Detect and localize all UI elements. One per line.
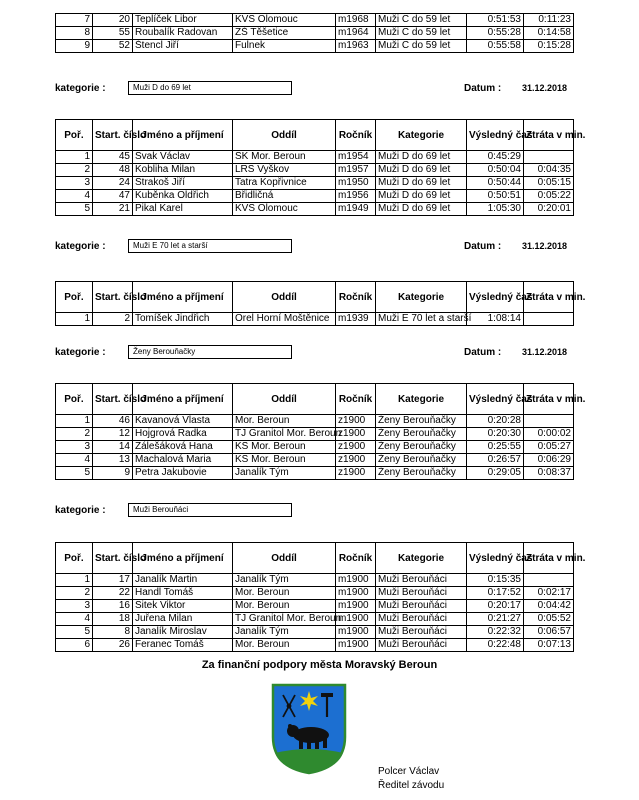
club-cell: Janalík Tým: [233, 467, 336, 480]
start-number-cell: 9: [93, 467, 133, 480]
start-number-cell: 24: [93, 177, 133, 190]
start-number-cell: 52: [93, 40, 133, 53]
year-cell: m1968: [336, 14, 376, 27]
loss-cell: 0:11:23: [524, 14, 574, 27]
table-row: [56, 40, 574, 53]
rank-cell: 4: [56, 454, 93, 467]
header-start: Start. číslo: [93, 120, 133, 151]
time-cell: 0:50:51: [467, 190, 524, 203]
year-cell: z1900: [336, 441, 376, 454]
loss-cell: [524, 313, 574, 326]
club-cell: Mor. Beroun: [233, 639, 336, 652]
year-cell: m1964: [336, 27, 376, 40]
table-row: [56, 626, 574, 639]
name-cell: Teplíček Libor: [133, 14, 233, 27]
header-por: Poř.: [56, 120, 93, 151]
loss-cell: 0:04:42: [524, 600, 574, 613]
time-cell: 0:20:28: [467, 415, 524, 428]
category-cell: Muži Berouňáci: [376, 587, 467, 600]
header-category: Kategorie: [376, 384, 467, 415]
category-cell: Ženy Berouňačky: [376, 428, 467, 441]
header-por: Poř.: [56, 282, 93, 313]
signature-title: Ředitel závodu: [378, 780, 445, 791]
year-cell: z1900: [336, 467, 376, 480]
name-cell: Kuběnka Oldřich: [133, 190, 233, 203]
rank-cell: 5: [56, 626, 93, 639]
loss-cell: 0:05:22: [524, 190, 574, 203]
name-cell: Pikal Karel: [133, 203, 233, 216]
category-label: kategorie :: [55, 241, 106, 252]
name-cell: Kavanová Vlasta: [133, 415, 233, 428]
club-cell: KVS Olomouc: [233, 14, 336, 27]
time-cell: 0:45:29: [467, 151, 524, 164]
year-cell: m1963: [336, 40, 376, 53]
loss-cell: 0:05:27: [524, 441, 574, 454]
category-cell: Muži Berouňáci: [376, 626, 467, 639]
club-cell: TJ Granitol Mor. Beroun: [233, 613, 336, 626]
table-row: [56, 574, 574, 587]
name-cell: Machalová Maria: [133, 454, 233, 467]
table-row: [56, 415, 574, 428]
category-cell: Muži D do 69 let: [376, 151, 467, 164]
category-row-women: [55, 345, 575, 359]
start-number-cell: 17: [93, 574, 133, 587]
category-field: Muži D do 69 let: [128, 81, 292, 95]
time-cell: 0:55:58: [467, 40, 524, 53]
loss-cell: 0:04:35: [524, 164, 574, 177]
time-cell: 0:17:52: [467, 587, 524, 600]
year-cell: m1900: [336, 574, 376, 587]
year-cell: m1900: [336, 587, 376, 600]
start-number-cell: 55: [93, 27, 133, 40]
time-cell: 0:20:30: [467, 428, 524, 441]
year-cell: m1954: [336, 151, 376, 164]
time-cell: 0:29:05: [467, 467, 524, 480]
results-table-men-d: [55, 119, 586, 216]
year-cell: m1900: [336, 639, 376, 652]
time-cell: 1:05:30: [467, 203, 524, 216]
category-field: Muži E 70 let a starší: [128, 239, 292, 253]
start-number-cell: 22: [93, 587, 133, 600]
name-cell: Zálešáková Hana: [133, 441, 233, 454]
name-cell: Sitek Viktor: [133, 600, 233, 613]
header-name: Jméno a příjmení: [133, 384, 233, 415]
loss-cell: [524, 574, 574, 587]
date-value: 31.12.2018: [522, 83, 568, 93]
loss-cell: 0:14:58: [524, 27, 574, 40]
name-cell: Handl Tomáš: [133, 587, 233, 600]
loss-cell: 0:20:01: [524, 203, 574, 216]
category-cell: Muži C do 59 let: [376, 27, 467, 40]
loss-cell: 0:05:15: [524, 177, 574, 190]
loss-cell: 0:06:57: [524, 626, 574, 639]
date-value: 31.12.2018: [522, 347, 568, 357]
signature-name: Polcer Václav: [378, 766, 440, 777]
rank-cell: 8: [56, 27, 93, 40]
time-cell: 1:08:14: [467, 313, 524, 326]
header-club: Oddíl: [233, 543, 336, 574]
time-cell: 0:26:57: [467, 454, 524, 467]
year-cell: z1900: [336, 415, 376, 428]
header-year: Ročník: [336, 120, 376, 151]
club-cell: Orel Horní Moštěnice: [233, 313, 336, 326]
year-cell: m1900: [336, 600, 376, 613]
rank-cell: 1: [56, 574, 93, 587]
support-text: Za finanční podpory města Moravský Beroun: [201, 659, 438, 671]
category-row-men-d: [55, 81, 575, 95]
loss-cell: 0:08:37: [524, 467, 574, 480]
date-label: Datum :: [464, 241, 502, 252]
table-row: [56, 587, 574, 600]
rank-cell: 1: [56, 415, 93, 428]
header-time: Výsledný čas: [467, 543, 524, 574]
header-start: Start. číslo: [93, 282, 133, 313]
name-cell: Petra Jakubovie: [133, 467, 233, 480]
club-cell: Břidličná: [233, 190, 336, 203]
header-club: Oddíl: [233, 120, 336, 151]
loss-cell: 0:15:28: [524, 40, 574, 53]
table-row: [56, 428, 574, 441]
name-cell: Hojgrová Radka: [133, 428, 233, 441]
table-row: [56, 27, 574, 40]
date-value: 31.12.2018: [522, 241, 568, 251]
table-header: [56, 282, 574, 313]
rank-cell: 2: [56, 164, 93, 177]
start-number-cell: 20: [93, 14, 133, 27]
category-cell: Muži E 70 let a starší: [376, 313, 467, 326]
time-cell: 0:51:53: [467, 14, 524, 27]
rank-cell: 5: [56, 467, 93, 480]
category-row-men-local: [55, 503, 575, 517]
rank-cell: 2: [56, 587, 93, 600]
start-number-cell: 18: [93, 613, 133, 626]
rank-cell: 9: [56, 40, 93, 53]
time-cell: 0:20:17: [467, 600, 524, 613]
category-cell: Muži Berouňáci: [376, 600, 467, 613]
start-number-cell: 48: [93, 164, 133, 177]
time-cell: 0:22:48: [467, 639, 524, 652]
table-row: [56, 14, 574, 27]
rank-cell: 1: [56, 151, 93, 164]
club-cell: Mor. Beroun: [233, 415, 336, 428]
header-year: Ročník: [336, 543, 376, 574]
town-coat-of-arms: [271, 683, 347, 775]
club-cell: Mor. Beroun: [233, 587, 336, 600]
category-field: Muži Berouňáci: [128, 503, 292, 517]
time-cell: 0:50:44: [467, 177, 524, 190]
category-label: kategorie :: [55, 505, 106, 516]
category-cell: Ženy Berouňačky: [376, 454, 467, 467]
club-cell: LRS Vyškov: [233, 164, 336, 177]
rank-cell: 2: [56, 428, 93, 441]
club-cell: Janalík Tým: [233, 574, 336, 587]
header-name: Jméno a příjmení: [133, 282, 233, 313]
category-cell: Ženy Berouňačky: [376, 415, 467, 428]
category-cell: Muži D do 69 let: [376, 190, 467, 203]
table-row: [56, 441, 574, 454]
time-cell: 0:22:32: [467, 626, 524, 639]
category-cell: Muži D do 69 let: [376, 164, 467, 177]
time-cell: 0:21:27: [467, 613, 524, 626]
category-cell: Muži Berouňáci: [376, 574, 467, 587]
name-cell: Svak Václav: [133, 151, 233, 164]
start-number-cell: 26: [93, 639, 133, 652]
loss-cell: 0:06:29: [524, 454, 574, 467]
rank-cell: 4: [56, 613, 93, 626]
category-row-men-e: [55, 239, 575, 253]
rank-cell: 7: [56, 14, 93, 27]
table-header: [56, 543, 574, 574]
header-club: Oddíl: [233, 384, 336, 415]
time-cell: 0:15:35: [467, 574, 524, 587]
rank-cell: 1: [56, 313, 93, 326]
header-time: Výsledný čas: [467, 120, 524, 151]
table-row: [56, 177, 574, 190]
name-cell: Strakoš Jiří: [133, 177, 233, 190]
results-table-men-e: [55, 281, 586, 326]
name-cell: Janalík Martin: [133, 574, 233, 587]
category-cell: Muži C do 59 let: [376, 14, 467, 27]
name-cell: Štencl Jiří: [133, 40, 233, 53]
header-por: Poř.: [56, 543, 93, 574]
results-table-men-c: [55, 13, 574, 53]
header-loss: Ztráta v min.: [524, 120, 574, 151]
results-table-men-local: [55, 542, 586, 652]
year-cell: m1900: [336, 626, 376, 639]
rank-cell: 3: [56, 441, 93, 454]
year-cell: z1900: [336, 454, 376, 467]
table-row: [56, 151, 574, 164]
table-row: [56, 164, 574, 177]
club-cell: Tatra Kopřivnice: [233, 177, 336, 190]
header-category: Kategorie: [376, 282, 467, 313]
year-cell: z1900: [336, 428, 376, 441]
header-name: Jméno a příjmení: [133, 543, 233, 574]
rank-cell: 6: [56, 639, 93, 652]
table-row: [56, 313, 574, 326]
category-label: kategorie :: [55, 347, 106, 358]
table-header: [56, 120, 574, 151]
time-cell: 0:55:28: [467, 27, 524, 40]
category-cell: Ženy Berouňačky: [376, 441, 467, 454]
loss-cell: 0:02:17: [524, 587, 574, 600]
header-loss: Ztráta v min.: [524, 384, 574, 415]
loss-cell: 0:00:02: [524, 428, 574, 441]
start-number-cell: 8: [93, 626, 133, 639]
year-cell: m1957: [336, 164, 376, 177]
club-cell: KS Mor. Beroun: [233, 441, 336, 454]
date-label: Datum :: [464, 83, 502, 94]
table-row: [56, 190, 574, 203]
category-cell: Ženy Berouňačky: [376, 467, 467, 480]
club-cell: Mor. Beroun: [233, 600, 336, 613]
time-cell: 0:25:55: [467, 441, 524, 454]
header-time: Výsledný čas: [467, 282, 524, 313]
table-row: [56, 467, 574, 480]
start-number-cell: 45: [93, 151, 133, 164]
header-por: Poř.: [56, 384, 93, 415]
start-number-cell: 12: [93, 428, 133, 441]
year-cell: m1939: [336, 313, 376, 326]
club-cell: SK Mor. Beroun: [233, 151, 336, 164]
rank-cell: 4: [56, 190, 93, 203]
category-label: kategorie :: [55, 83, 106, 94]
header-year: Ročník: [336, 384, 376, 415]
start-number-cell: 46: [93, 415, 133, 428]
start-number-cell: 47: [93, 190, 133, 203]
year-cell: m1949: [336, 203, 376, 216]
category-field: Ženy Berouňačky: [128, 345, 292, 359]
start-number-cell: 13: [93, 454, 133, 467]
start-number-cell: 2: [93, 313, 133, 326]
name-cell: Feranec Tomáš: [133, 639, 233, 652]
table-row: [56, 639, 574, 652]
time-cell: 0:50:04: [467, 164, 524, 177]
rank-cell: 3: [56, 177, 93, 190]
table-row: [56, 600, 574, 613]
club-cell: Fulnek: [233, 40, 336, 53]
category-cell: Muži D do 69 let: [376, 177, 467, 190]
header-category: Kategorie: [376, 120, 467, 151]
header-time: Výsledný čas: [467, 384, 524, 415]
header-loss: Ztráta v min.: [524, 543, 574, 574]
start-number-cell: 21: [93, 203, 133, 216]
table-row: [56, 203, 574, 216]
name-cell: Kobliha Milan: [133, 164, 233, 177]
name-cell: Janalík Miroslav: [133, 626, 233, 639]
start-number-cell: 14: [93, 441, 133, 454]
rank-cell: 3: [56, 600, 93, 613]
date-label: Datum :: [464, 347, 502, 358]
table-row: [56, 454, 574, 467]
header-start: Start. číslo: [93, 543, 133, 574]
club-cell: ZŠ Těšetice: [233, 27, 336, 40]
year-cell: m1956: [336, 190, 376, 203]
loss-cell: [524, 415, 574, 428]
year-cell: m1900: [336, 613, 376, 626]
header-club: Oddíl: [233, 282, 336, 313]
table-row: [56, 613, 574, 626]
category-cell: Muži C do 59 let: [376, 40, 467, 53]
rank-cell: 5: [56, 203, 93, 216]
header-name: Jméno a příjmení: [133, 120, 233, 151]
club-cell: Janalík Tým: [233, 626, 336, 639]
header-category: Kategorie: [376, 543, 467, 574]
category-cell: Muži D do 69 let: [376, 203, 467, 216]
start-number-cell: 16: [93, 600, 133, 613]
ground-shape: [275, 749, 343, 773]
club-cell: TJ Granitol Mor. Beroun: [233, 428, 336, 441]
header-year: Ročník: [336, 282, 376, 313]
header-loss: Ztráta v min.: [524, 282, 574, 313]
name-cell: Roubalík Radovan: [133, 27, 233, 40]
year-cell: m1950: [336, 177, 376, 190]
loss-cell: 0:07:13: [524, 639, 574, 652]
category-cell: Muži Berouňáci: [376, 639, 467, 652]
club-cell: KS Mor. Beroun: [233, 454, 336, 467]
club-cell: KVS Olomouc: [233, 203, 336, 216]
results-table-women: [55, 383, 586, 480]
name-cell: Tomíšek Jindřich: [133, 313, 233, 326]
name-cell: Juřena Milan: [133, 613, 233, 626]
category-cell: Muži Berouňáci: [376, 613, 467, 626]
loss-cell: 0:05:52: [524, 613, 574, 626]
loss-cell: [524, 151, 574, 164]
table-header: [56, 384, 574, 415]
header-start: Start. číslo: [93, 384, 133, 415]
